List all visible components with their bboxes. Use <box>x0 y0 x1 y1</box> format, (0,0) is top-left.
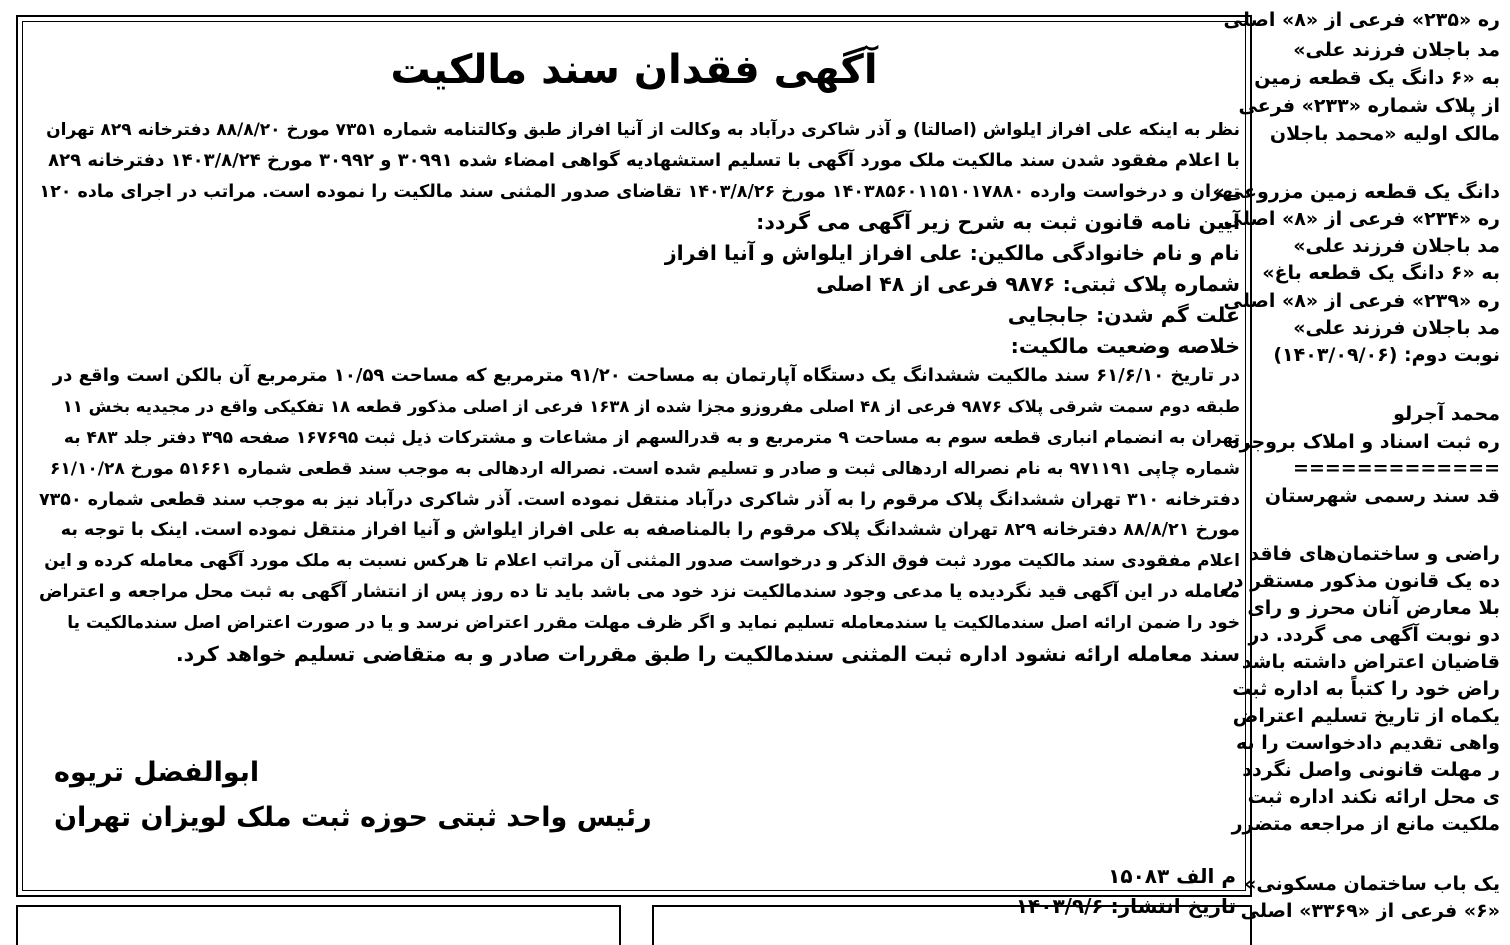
side-line: «۶» فرعی از «۳۳۶۹» اصلی <box>1240 900 1500 922</box>
side-line: دو نوبت آگهی می گردد. در <box>1248 624 1500 646</box>
side-line: قاضیان اعتراض داشته باشد <box>1241 651 1500 673</box>
side-line: یک باب ساختمان مسکونی» <box>1244 873 1500 895</box>
body-line: تهران و درخواست وارده ۱۴۰۳۸۵۶۰۱۱۵۱۰۱۷۸۸۰ مورخ ۱۴۰۳/۸/۲۶ تقاضای صدور المثنی سند مالکیت را نموده است. مراتب در اجرای ماده ۱۲۰ <box>39 181 1240 202</box>
side-line: به «۶ دانگ یک قطعه باغ» <box>1262 262 1500 284</box>
side-line: ره «۲۳۴» فرعی از «۸» اصلی <box>1223 208 1500 230</box>
notice-body <box>36 115 1240 669</box>
next-notice-box-right <box>652 905 1252 945</box>
plate-line: شماره پلاک ثبتی: ۹۸۷۶ فرعی از ۴۸ اصلی <box>816 271 1240 296</box>
side-line: قد سند رسمی شهرستان <box>1264 485 1500 507</box>
signer-name: ابوالفضل تریوه <box>54 757 260 788</box>
reference-code: م الف ۱۵۰۸۳ <box>1108 864 1236 888</box>
body-line: شماره چاپی ۹۷۱۱۹۱ به نام نصراله اردهالی ثبت و صادر و تسلیم شده است. نصراله اردهالی به موجب سند قطعی شماره ۵۱۶۶۱ مورخ ۶۱/۱۰/۲۸ <box>50 458 1240 479</box>
side-column <box>1212 0 1510 935</box>
side-line: ملکیت مانع از مراجعه متضرر <box>1231 813 1500 835</box>
body-line: با اعلام مفقود شدن سند مالکیت ملک مورد آگهی با تسلیم استشهادیه گواهی امضاء شده ۳۰۹۹۱ و ۳۰۹۹۲ مورخ ۱۴۰۳/۸/۲۴ دفترخانه ۸۲۹ <box>48 149 1240 171</box>
notice-title: آگهی فقدان سند مالکیت <box>390 47 878 93</box>
side-line: ره ثبت اسناد و املاک بروجرد <box>1229 431 1500 453</box>
side-line: واهی تقدیم دادخواست را به <box>1235 732 1500 754</box>
side-line: بلا معارض آنان محرز و رای <box>1247 597 1500 619</box>
side-line: مد باجلان فرزند علی» <box>1293 39 1500 61</box>
publish-date: تاریخ انتشار: ۱۴۰۳/۹/۶ <box>1015 894 1236 918</box>
body-line: معامله در این آگهی قید نگردیده یا مدعی وجود سندمالکیت نزد خود می باشد باید تا ده روز پس از انتشار آگهی به ثبت محل مراجعه و اعتراض <box>39 581 1240 602</box>
body-line: مورخ ۸۸/۸/۲۱ دفترخانه ۸۲۹ تهران ششدانگ پلاک مرقوم را بالمناصفه به علی افراز ایلواش و آنیا افراز منتقل نموده است. اینک با توجه به <box>60 520 1240 541</box>
next-notice-box-left <box>16 905 621 945</box>
loss-reason-line: علت گم شدن: جابجایی <box>1007 302 1240 327</box>
notice-box <box>16 15 1252 918</box>
body-line: اعلام مفقودی سند مالکیت مورد ثبت فوق الذکر و درخواست صدور المثنی آن مراتب اعلام تا هرکس نسبت به ملک مورد آگهی معامله کرده و این <box>44 551 1240 572</box>
summary-heading: خلاصه وضعیت مالکیت: <box>1010 333 1240 358</box>
side-line: مد باجلان فرزند علی» <box>1293 235 1500 257</box>
side-line: راض خود را کتباً به اداره ثبت <box>1232 678 1500 700</box>
body-line: طبقه دوم سمت شرقی پلاک ۹۸۷۶ فرعی از ۴۸ اصلی مفروزو مجزا شده از ۱۶۳۸ فرعی از اصلی مذکور قطعه ۱۸ تفکیکی واقع در مجیدیه بخش ۱۱ <box>62 397 1240 417</box>
side-line: دانگ یک قطعه زمین مزروعی» <box>1212 181 1500 203</box>
side-line: راضی و ساختمان‌های فاقد <box>1249 543 1500 565</box>
side-line: مالک اولیه «محمد باجلان <box>1269 123 1500 145</box>
body-line: دفترخانه ۳۱۰ تهران ششدانگ پلاک مرقوم را به آذر شاکری درآباد منتقل نموده است. آذر شاکری درآباد نیز به موجب سند قطعی شماره ۷۳۵۰ <box>38 489 1240 510</box>
side-line: ده یک قانون مذکور مستقر در <box>1222 570 1500 592</box>
side-line: به «۶ دانگ یک قطعه زمین <box>1254 67 1500 89</box>
body-line: آیین نامه قانون ثبت به شرح زیر آگهی می گردد: <box>756 210 1240 235</box>
body-line: خود را ضمن ارائه اصل سندمالکیت یا سندمعامله تسلیم نماید و اگر ظرف مهلت مقرر اعتراض نرسد و یا در صورت اعتراض اصل سندمالکیت یا <box>67 612 1240 633</box>
side-line: ی محل ارائه نکند اداره ثبت <box>1247 786 1500 808</box>
body-line: سند معامله ارائه نشود اداره ثبت المثنی سندمالکیت را طبق مقررات صادر و به متقاضی تسلیم خواهد کرد. <box>175 641 1240 666</box>
body-line: در تاریخ ۶۱/۶/۱۰ سند مالکیت ششدانگ یک دستگاه آپارتمان به مساحت ۹۱/۲۰ مترمربع که مساحت ۱۰/۵۹ مترمربع آن بالکن است واقع در <box>52 365 1240 387</box>
side-line: ره «۲۳۹» فرعی از «۸» اصلی <box>1223 290 1500 312</box>
body-line: نظر به اینکه علی افراز ایلواش (اصالتا) و آذر شاکری درآباد به وکالت از آنیا افراز طبق وکالتنامه شماره ۷۳۵۱ مورخ ۸۸/۸/۲۰ دفترخانه ۸۲۹ تهران <box>46 120 1240 140</box>
side-line: مد باجلان فرزند علی» <box>1293 317 1500 339</box>
side-line: محمد آجرلو <box>1393 403 1500 425</box>
side-line: از پلاک شماره «۲۳۳» فرعی <box>1238 95 1500 117</box>
side-line: یکماه از تاریخ تسلیم اعتراض <box>1232 705 1500 727</box>
side-divider: ============= <box>1293 457 1500 479</box>
side-line: ر مهلت قانونی واصل نگردد <box>1242 759 1500 781</box>
side-line: ره «۲۳۵» فرعی از «۸» اصلی <box>1223 9 1500 31</box>
signer-title: رئیس واحد ثبتی حوزه ثبت ملک لویزان تهران <box>54 802 652 833</box>
side-line: نوبت دوم: (۱۴۰۳/۰۹/۰۶) <box>1273 344 1500 366</box>
body-line: تهران به انضمام انباری قطعه سوم به مساحت ۹ مترمربع و به قدرالسهم از مشاعات و مشترکات ذیل ثبت ۱۶۷۶۹۵ صفحه ۳۹۵ دفتر جلد ۴۸۳ به <box>63 427 1240 448</box>
owners-line: نام و نام خانوادگی مالکین: علی افراز ایلواش و آنیا افراز <box>664 241 1240 266</box>
